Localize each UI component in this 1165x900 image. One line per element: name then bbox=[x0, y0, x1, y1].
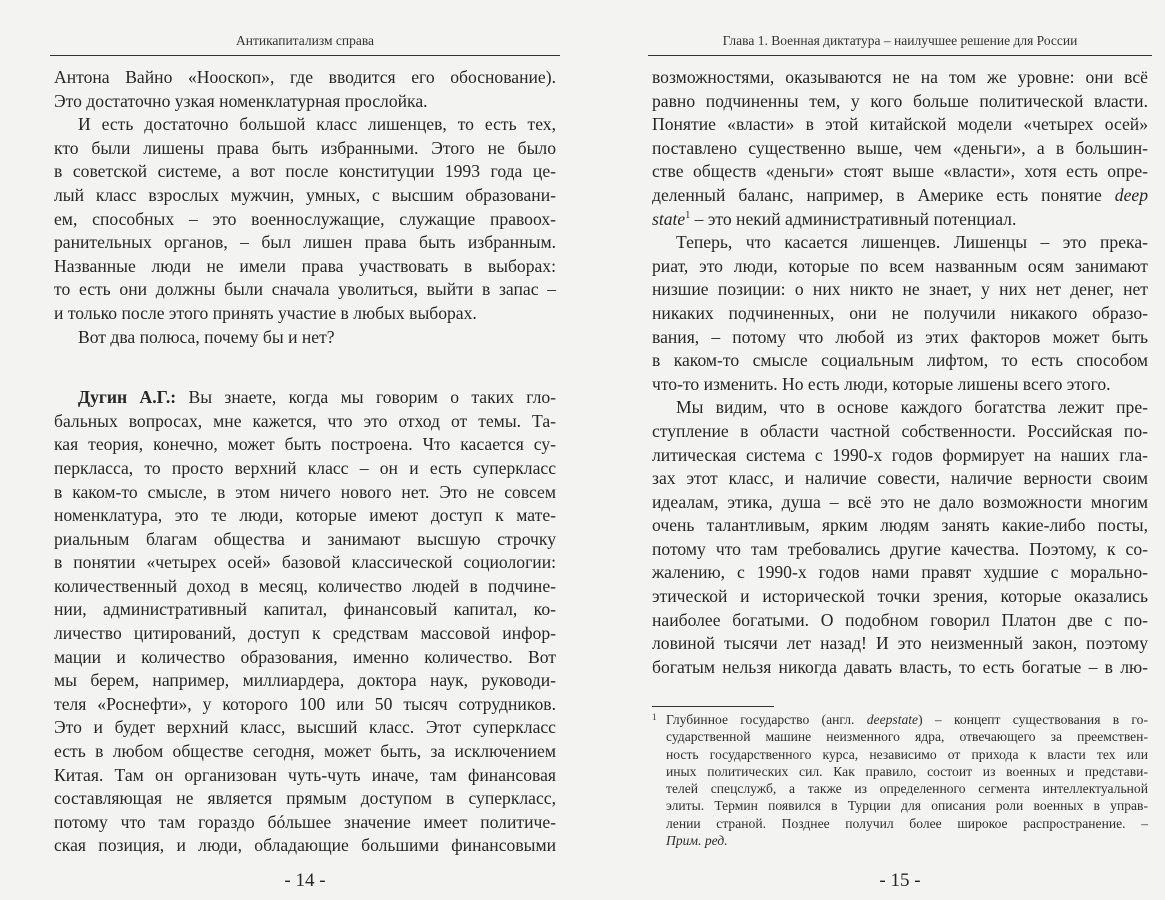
right-page bbox=[652, 0, 1148, 900]
text-segment: state bbox=[652, 208, 686, 229]
text-line: низшие позиции: о них никто не знает, у них нет денег, нет bbox=[652, 279, 1148, 300]
paragraph bbox=[54, 113, 556, 325]
footnote bbox=[652, 711, 1148, 849]
text-line: вания, – потому что любой из этих факторов может быть bbox=[652, 326, 1148, 347]
text-line: ем, способных – это военнослужащие, служащие правоох- bbox=[54, 208, 556, 229]
text-line: равно подчиненны тем, у кого больше политической власти. bbox=[652, 90, 1148, 111]
text-line: перкласса, то просто верхний класс – он и есть суперкласс bbox=[54, 457, 556, 478]
text-segment: ) – концепт существования в го- bbox=[918, 712, 1148, 727]
paragraph bbox=[54, 386, 556, 858]
text-line: лый класс взрослых мужчин, умных, с высшим образовани- bbox=[54, 184, 556, 205]
page-body bbox=[652, 66, 1148, 679]
text-line: ловиной тысячи лет назад! И это неизменный закон, поэтому bbox=[652, 633, 1148, 654]
text-line: Это и будет верхний класс, высший класс. Этот суперкласс bbox=[54, 717, 556, 738]
text-line: Понятие «власти» в этой китайской модели «четырех осей» bbox=[652, 114, 1148, 135]
text-line bbox=[666, 832, 1148, 849]
page-number: - 15 - bbox=[879, 870, 921, 891]
text-line: риальным благам общества и занимают высшую строчку bbox=[54, 528, 556, 549]
running-header: Антикапитализм справа bbox=[235, 33, 375, 48]
page-body bbox=[54, 66, 556, 858]
text-line: Китая. Там он организован чуть-чуть иначе, там финансовая bbox=[54, 764, 556, 785]
text-line: Теперь, что касается лишенцев. Лишенцы – это прека- bbox=[676, 232, 1148, 253]
text-line: потому что там требовались другие качества. Поэтому, к со- bbox=[652, 538, 1148, 559]
text-line: кая теория, конечно, может быть построена. Что касается су- bbox=[54, 434, 556, 455]
text-line: иных политических сил. Как правило, состоит из военных и представи- bbox=[666, 763, 1148, 779]
running-header: Глава 1. Военная диктатура – наилучшее решение для России bbox=[722, 33, 1078, 48]
footnote-marker: 1 bbox=[652, 712, 657, 722]
text-line: ступление в области частной собственности. Российская по- bbox=[652, 420, 1148, 441]
paragraph bbox=[652, 66, 1148, 231]
text-line: стве обществ «деньги» стоят выше «власти», хотя есть опре- bbox=[652, 161, 1148, 182]
text-line: в понятии «четырех осей» базовой классической социологии: bbox=[54, 552, 556, 573]
text-line: очень талантливым, ярким людям занять какие-либо посты, bbox=[652, 515, 1148, 536]
text-line: мации и количество образования, именно количество. Вот bbox=[54, 646, 556, 667]
text-segment: deep bbox=[1114, 184, 1148, 205]
page-number: - 14 - bbox=[284, 870, 326, 891]
left-page bbox=[54, 0, 556, 900]
text-line bbox=[54, 386, 556, 410]
text-line: Антона Вайно «Нооскоп», где вводится его обоснование). bbox=[54, 67, 556, 87]
text-line: в каком-то смысле социальным лифтом, то есть способом bbox=[652, 350, 1148, 371]
text-line: то есть они должны были сначала уволиться, выйти в запас – bbox=[54, 279, 556, 300]
text-line: зах этот класс, и наличие совести, наличие верности своим bbox=[652, 468, 1148, 489]
text-line: идеалам, этика, душа – всё это не дало возможности многим bbox=[652, 491, 1148, 512]
text-line: Вот два полюса, почему бы и нет? bbox=[78, 326, 335, 347]
text-line: ская позиция, и люди, обладающие большими финансовыми bbox=[54, 835, 556, 856]
speaker-name: Дугин А.Г.: bbox=[78, 387, 177, 408]
text-line: что-то изменить. Но есть люди, которые лишены всего этого. bbox=[652, 373, 1111, 394]
text-line: поставлено существенно выше, чем «деньги», а в большин- bbox=[652, 137, 1148, 158]
text-line: личество цитирований, доступ к средствам массовой инфор- bbox=[54, 623, 556, 644]
text-segment: деленный баланс, например, в Америке есть понятие bbox=[652, 184, 1115, 205]
text-line: элиты. Термин появился в Турции для описания роли военных в управ- bbox=[666, 798, 1148, 814]
text-line: теля «Роснефти», у которого 100 или 50 тысяч сотрудников. bbox=[54, 693, 556, 714]
header-rule bbox=[50, 55, 560, 56]
text-line: ранительных органов, – был лишен права быть избранным. bbox=[54, 232, 556, 253]
text-line: никаких подчиненных, они не получили никакого образо- bbox=[652, 302, 1148, 323]
text-line: номенклатура, это те люди, которые имеют доступ к мате- bbox=[54, 505, 556, 526]
text-segment: Глубинное государство (англ. bbox=[666, 712, 867, 727]
text-line bbox=[652, 184, 1148, 208]
text-line: мы берем, например, миллиардера, доктора наук, руководи- bbox=[54, 670, 556, 691]
text-line: потому что там гораздо бóльшее значение имеет политиче- bbox=[54, 811, 556, 832]
text-line: есть в любом обществе сегодня, может быть, за исключением bbox=[54, 741, 556, 762]
text-line: возможностями, оказываются не на том же уровне: они всё bbox=[652, 67, 1148, 87]
text-line: риат, это люди, которые по всем названным осям занимают bbox=[652, 255, 1148, 276]
text-line: Названные люди не имели права участвовать в выборах: bbox=[54, 255, 556, 276]
text-line: богатым нельзя никогда давать власть, то есть богатые – в лю- bbox=[652, 656, 1148, 677]
text-line: ность государственного курса, независимо от прихода к власти тех или bbox=[666, 746, 1148, 762]
footnote-rule bbox=[652, 706, 774, 707]
text-line: жалению, с 1990-х годов нами правят худшие с морально- bbox=[652, 562, 1148, 583]
paragraph bbox=[652, 231, 1148, 396]
text-line: составляющая не является прямым доступом в суперкласс, bbox=[54, 788, 556, 809]
paragraph bbox=[652, 396, 1148, 679]
text-line: Это достаточно узкая номенклатурная прослойка. bbox=[54, 90, 428, 111]
text-line: И есть достаточно большой класс лишенцев, то есть тех, bbox=[78, 114, 556, 135]
text-line bbox=[652, 208, 1148, 232]
text-line: литическая система с 1990-х годов формирует на наших гла- bbox=[652, 444, 1148, 465]
text-line: лении страной. Позднее получил более широкое распространение. – bbox=[666, 815, 1148, 831]
text-line bbox=[666, 711, 1148, 728]
text-line: нии, административный капитал, финансовый капитал, ко- bbox=[54, 599, 556, 620]
text-line: телей спецслужб, а также из определенного сегмента интеллектуальной bbox=[666, 781, 1148, 797]
header-rule bbox=[648, 55, 1152, 56]
text-line: количественный доход в месяц, количество людей в подчине- bbox=[54, 575, 556, 596]
text-segment: – это некий административный потенциал. bbox=[690, 208, 1017, 229]
text-line: этической и исторической точки зрения, которые оказались bbox=[652, 586, 1148, 607]
text-line: бальных вопросах, мне кажется, что это отход от темы. Та- bbox=[54, 410, 556, 431]
text-line: наиболее богатыми. О подобном говорил Платон две с по- bbox=[652, 609, 1148, 630]
text-line: сударственной машине неизменного ядра, отвечающего за преемствен- bbox=[666, 729, 1148, 745]
text-line: Мы видим, что в основе каждого богатства лежит пре- bbox=[676, 397, 1148, 418]
paragraph bbox=[54, 326, 556, 350]
paragraph bbox=[54, 66, 556, 113]
text-segment: Прим. ред. bbox=[666, 833, 728, 849]
text-segment: Вы знаете, когда мы говорим о таких гло- bbox=[176, 387, 557, 408]
text-line: в советской системе, а вот после конституции 1993 года це- bbox=[54, 161, 556, 182]
text-line: в каком-то смысле, в этом ничего нового нет. Это не совсем bbox=[54, 481, 556, 502]
text-segment: deepstate bbox=[866, 712, 919, 727]
footnote-ref: 1 bbox=[685, 209, 691, 221]
text-line: и только после этого принять участие в любых выборах. bbox=[54, 302, 477, 323]
text-line: кто были лишены права быть избранными. Этого не было bbox=[54, 137, 556, 158]
